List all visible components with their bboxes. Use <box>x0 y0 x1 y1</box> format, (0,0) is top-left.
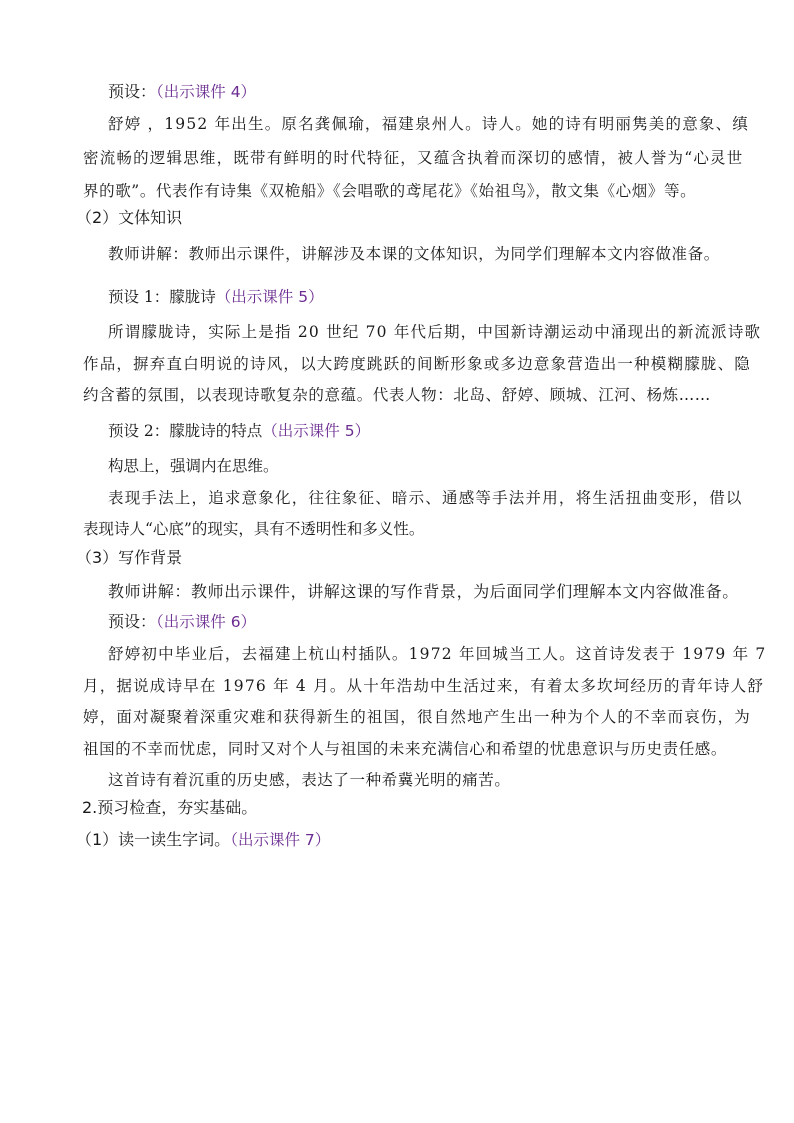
teacher-note-background: 教师讲解：教师出示课件，讲解这课的写作背景，为后面同学们理解本文内容做准备。 <box>108 582 739 601</box>
bio-line-2: 密流畅的逻辑思维，既带有鲜明的时代特征，又蕴含执着而深切的感情，被人誉为“心灵世 <box>83 149 744 167</box>
sub-item-label: （1）读一读生字词。 <box>76 830 231 849</box>
menglong-line-3: 约含蓄的氛围，以表现诗歌复杂的意蕴。代表人物：北岛、舒婷、顾城、江河、杨炼…… <box>83 386 711 404</box>
bio-line-1: 舒婷 ，1952 年出生。原名龚佩瑜，福建泉州人。诗人。她的诗有明丽隽美的意象、缜 <box>108 115 750 133</box>
preset-line-3 <box>108 421 370 441</box>
bio-line-3: 界的歌”。代表作有诗集《双桅船》《会唱歌的鸢尾花》《始祖鸟》，散文集《心烟》等。 <box>83 182 697 200</box>
courseware-ref: （出示课件 7） <box>230 831 331 849</box>
feature-line-1: 构思上，强调内在思维。 <box>108 457 279 475</box>
background-line-3: 婷，面对凝聚着深重灾难和获得新生的祖国，很自然地产生出一种为个人的不幸而哀伤，为 <box>83 708 752 726</box>
section-heading-genre: （2）文体知识 <box>76 208 183 227</box>
courseware-ref: （出示课件 4） <box>156 83 257 101</box>
menglong-line-1: 所谓朦胧诗，实际上是指 20 世纪 70 年代后期，中国新诗潮运动中涌现出的新流派诗歌 <box>108 323 762 341</box>
preset-line-4 <box>108 612 256 632</box>
background-line-4: 祖国的不幸而忧虑，同时又对个人与祖国的未来充满信心和希望的忧患意识与历史责任感。 <box>83 740 728 758</box>
preset-label: 预设 2：朦胧诗的特点 <box>108 422 263 440</box>
preset-line-1 <box>108 82 256 102</box>
item-heading-preview: 2.预习检查，夯实基础。 <box>82 798 258 817</box>
feature-line-2b: 表现诗人“心底”的现实，具有不透明性和多义性。 <box>83 520 425 538</box>
background-closing: 这首诗有着沉重的历史感，表达了一种希冀光明的痛苦。 <box>108 771 511 789</box>
feature-line-2a: 表现手法上，追求意象化，往往象征、暗示、通感等手法并用，将生活扭曲变形，借以 <box>108 489 743 507</box>
preset-label: 预设 1：朦胧诗 <box>108 288 216 306</box>
menglong-line-2: 作品，摒弃直白明说的诗风，以大跨度跳跃的间断形象或多边意象营造出一种模糊朦胧、隐 <box>83 355 752 373</box>
preset-label: 预设： <box>108 612 157 631</box>
section-heading-background: （3）写作背景 <box>76 548 183 567</box>
teacher-note-genre: 教师讲解：教师出示课件，讲解涉及本课的文体知识，为同学们理解本文内容做准备。 <box>108 245 720 263</box>
sub-item-words <box>76 830 330 850</box>
preset-line-2 <box>108 287 324 307</box>
courseware-ref: （出示课件 5） <box>262 422 371 440</box>
background-line-1: 舒婷初中毕业后，去福建上杭山村插队。1972 年回城当工人。这首诗发表于 1979 年 7 <box>108 645 767 663</box>
courseware-ref: （出示课件 5） <box>215 288 324 306</box>
background-line-2: 月，据说成诗早在 1976 年 4 月。从十年浩劫中生活过来，有着太多坎坷经历的青年诗人舒 <box>83 677 765 695</box>
preset-label: 预设： <box>108 82 157 101</box>
courseware-ref: （出示课件 6） <box>156 613 257 631</box>
